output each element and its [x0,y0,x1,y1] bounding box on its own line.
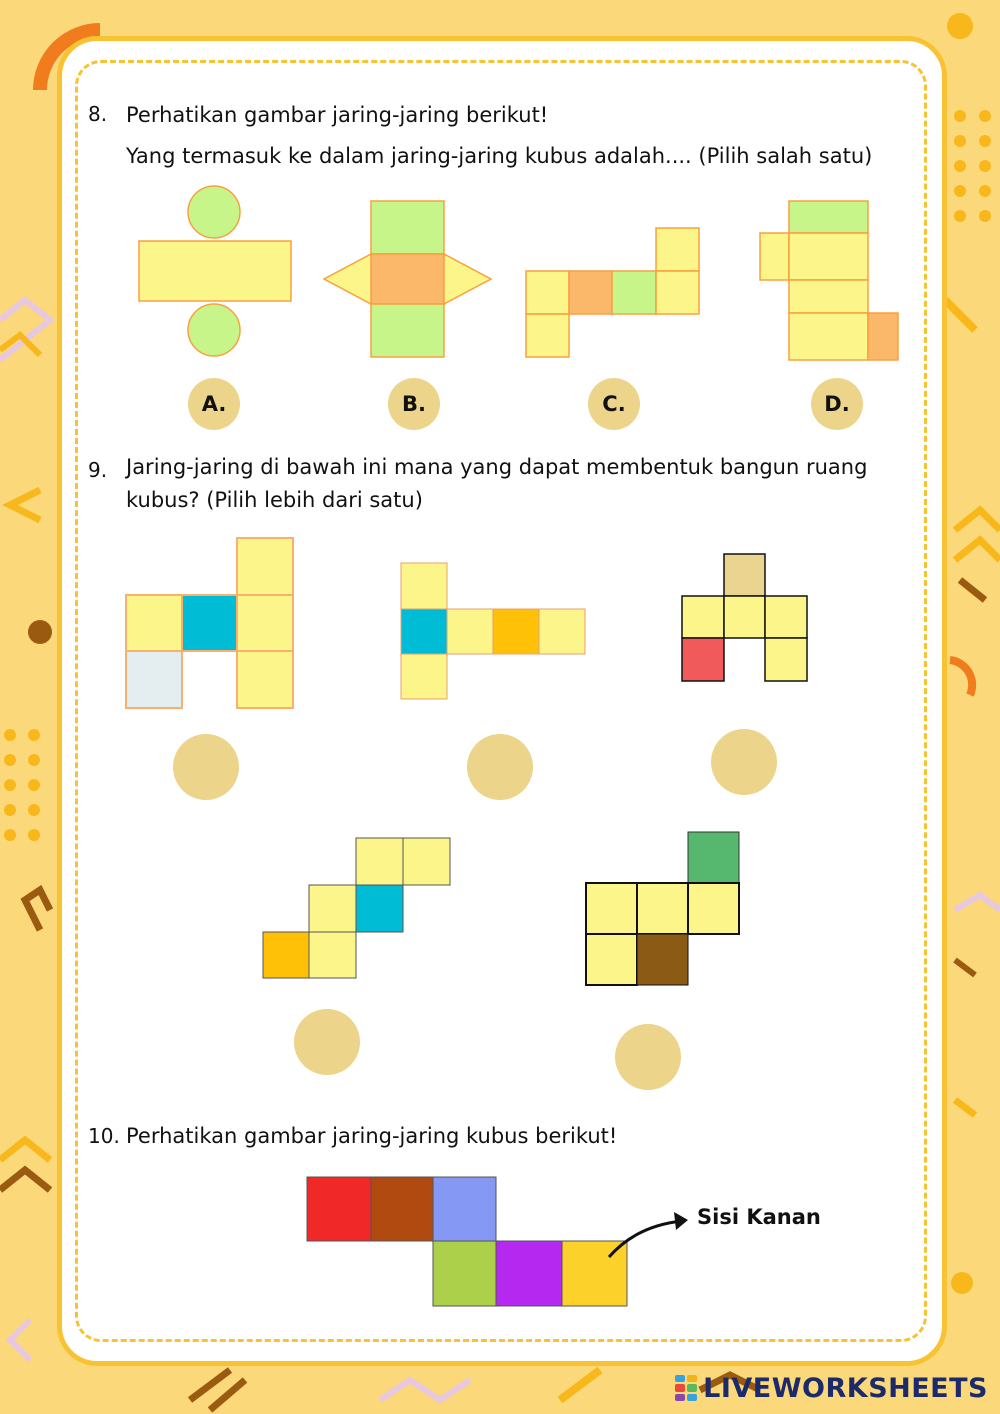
q9-net-4 [260,835,456,981]
liveworksheets-logo-icon [675,1375,697,1401]
q9-net-1-select[interactable] [173,734,239,800]
q8-option-b[interactable]: B. [388,378,440,430]
q8-number: 8. [88,102,108,126]
q9-net-2 [398,560,588,702]
q8-option-a-net [130,180,300,365]
q8-option-c[interactable]: C. [588,378,640,430]
q8-prompt: Perhatikan gambar jaring-jaring berikut! [126,103,549,127]
q9-net-1 [122,535,298,713]
q10-number: 10. [88,1124,120,1148]
q9-number: 9. [88,458,108,482]
q8-option-a[interactable]: A. [188,378,240,430]
q9-net-3 [678,551,812,685]
q9-net-5 [582,829,744,989]
liveworksheets-brand[interactable] [675,1368,988,1408]
q8-option-d[interactable]: D. [811,378,863,430]
q8-option-b-net [320,198,495,360]
q9-net-2-select[interactable] [467,734,533,800]
q8-option-c-net [522,224,702,361]
q10-cube-net [304,1174,704,1310]
q9-prompt-line2: kubus? (Pilih lebih dari satu) [126,488,423,512]
q9-net-4-select[interactable] [294,1009,360,1075]
q10-prompt: Perhatikan gambar jaring-jaring kubus berikut! [126,1124,618,1148]
q8-instruction: Yang termasuk ke dalam jaring-jaring kubus adalah.... (Pilih salah satu) [126,144,873,168]
q9-net-3-select[interactable] [711,729,777,795]
q10-side-label: Sisi Kanan [697,1205,821,1229]
q9-net-5-select[interactable] [615,1024,681,1090]
brand-name: LIVEWORKSHEETS [703,1372,988,1404]
q8-option-d-net [756,198,902,363]
q9-prompt-line1: Jaring-jaring di bawah ini mana yang dapat membentuk bangun ruang [126,455,868,479]
